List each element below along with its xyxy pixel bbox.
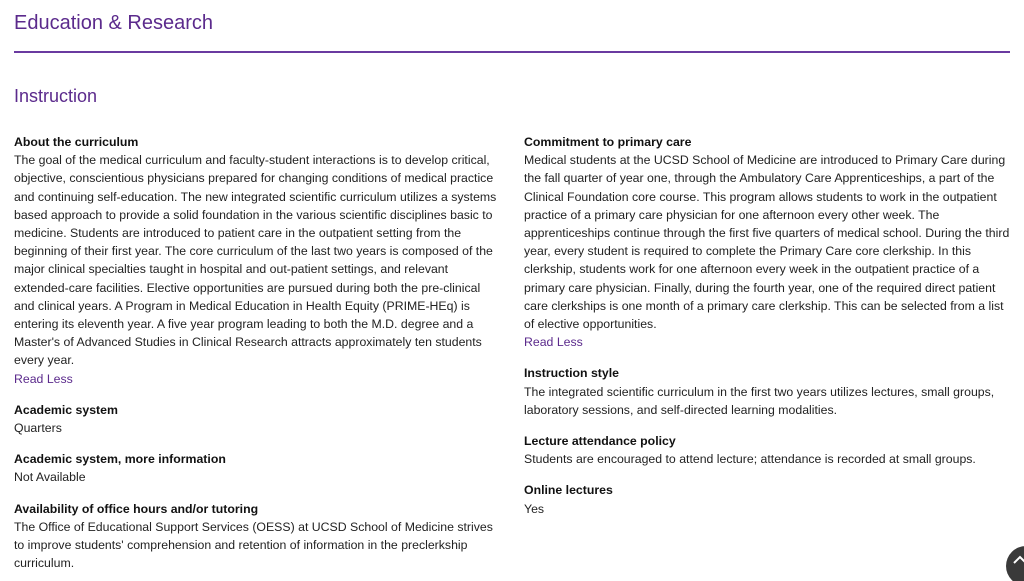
- curriculum-text: The goal of the medical curriculum and faculty-student interactions is to develop critical, objective, conscientious physicians prepared for changing conditions of medical practice and continuing self-education. The new integrated scientific curriculum utilizes a systems based approach to provide a solid foundation in the various scientific disciplines basic to medicine. Students are introduced to patient care in the outpatient setting from the beginning of their first year. The core curriculum of the last two years is composed of the major clinical specialties taught in hospital and out-patient settings, and relevant extended-care facilities. Elective opportunities are pursued during both the pre-clinical and clinical years. A Program in Medical Education in Health Equity (PRIME-HEq) is entering its eleventh year. A five year program leading to both the M.D. degree and a Master's of Advanced Studies in Clinical Research attracts approximately ten students every year.: [14, 153, 497, 368]
- attendance-item: [524, 432, 1014, 468]
- office-hours-label: Availability of office hours and/or tutoring: [14, 501, 259, 516]
- online-lectures-value: Yes: [524, 501, 545, 516]
- curriculum-read-less-link[interactable]: Read Less: [14, 371, 73, 386]
- office-hours-item: [14, 500, 504, 573]
- chevron-up-icon: [1012, 554, 1024, 566]
- left-column: [14, 133, 504, 581]
- scroll-top-button[interactable]: [1006, 546, 1024, 581]
- curriculum-label: About the curriculum: [14, 135, 139, 149]
- academic-system-item: [14, 401, 504, 437]
- online-lectures-label: Online lectures: [524, 483, 613, 498]
- title-divider: [14, 51, 1010, 53]
- section-title-instruction: Instruction: [14, 86, 98, 106]
- primary-care-label: Commitment to primary care: [524, 135, 692, 149]
- academic-system-more-item: [14, 450, 504, 486]
- curriculum-item: [14, 133, 504, 388]
- academic-system-more-label: Academic system, more information: [14, 452, 226, 467]
- attendance-label: Lecture attendance policy: [524, 434, 676, 449]
- attendance-value: Students are encouraged to attend lecture; attendance is recorded at small groups.: [524, 452, 976, 467]
- primary-care-text: Medical students at the UCSD School of Medicine are introduced to Primary Care during the fall quarter of year one, through the Ambulatory Care Apprenticeships, a part of the Clinical Foundation core course. This program allows students to work in the outpatient practice of a primary care physician for one afternoon every other week. The apprenticeships continue through the first five quarters of medical school. During the third year, every student is required to complete the Primary Care core clerkship. In this clerkship, students work for one afternoon every week in the outpatient practice of a primary care physician. Finally, during the fourth year, one of the required direct patient care clerkships is one month of a primary care clerkship. This can be selected from a list of elective opportunities.: [524, 153, 1010, 332]
- instruction-style-value: The integrated scientific curriculum in the first two years utilizes lectures, small groups, laboratory sessions, and self-directed learning modalities.: [524, 384, 995, 417]
- right-column: [524, 133, 1014, 531]
- office-hours-value: The Office of Educational Support Services (OESS) at UCSD School of Medicine strives to improve students' comprehension and retention of information in the preclerkship curriculum.: [14, 519, 493, 571]
- primary-care-item: [524, 133, 1014, 351]
- page-title: Education & Research: [14, 12, 214, 34]
- academic-system-value: Quarters: [14, 421, 62, 436]
- academic-system-label: Academic system: [14, 402, 118, 417]
- online-lectures-item: [524, 481, 1014, 517]
- academic-system-more-value: Not Available: [14, 470, 86, 485]
- instruction-style-item: [524, 364, 1014, 419]
- primary-care-read-less-link[interactable]: Read Less: [524, 335, 583, 350]
- instruction-style-label: Instruction style: [524, 366, 619, 381]
